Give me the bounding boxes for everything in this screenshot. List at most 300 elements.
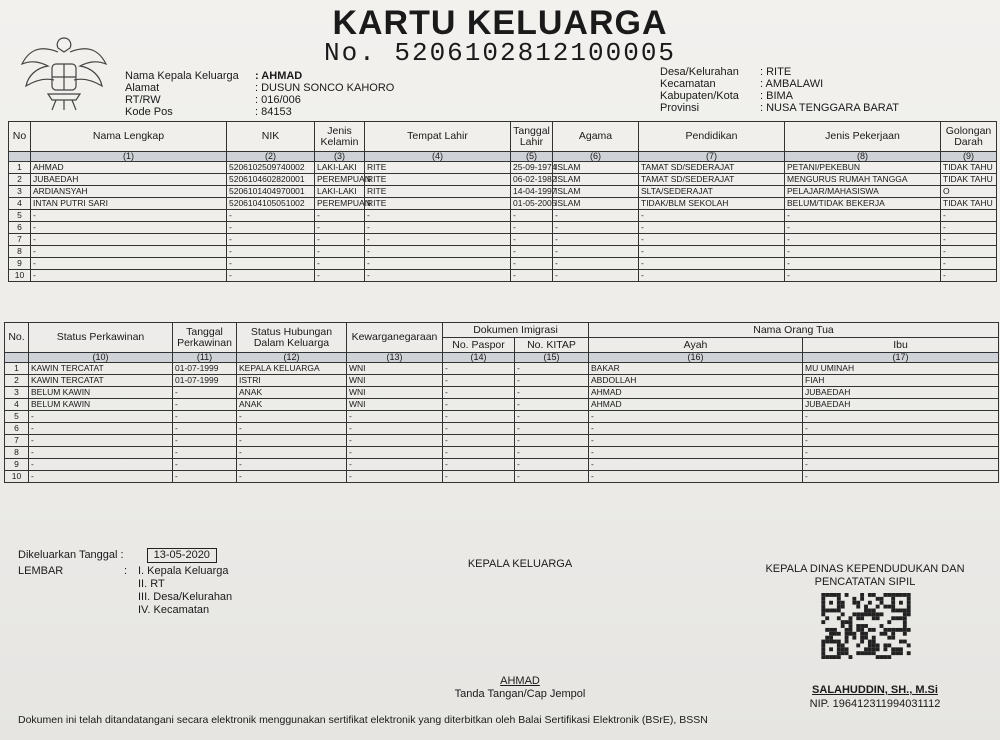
kepala-keluarga-title: KEPALA KELUARGA bbox=[467, 558, 573, 570]
header-value: : DUSUN SONCO KAHORO bbox=[255, 82, 395, 94]
table-cell: - bbox=[785, 222, 941, 234]
table-cell: RITE bbox=[365, 162, 511, 174]
table-cell: - bbox=[941, 210, 997, 222]
table-row bbox=[5, 399, 999, 411]
kepala-keluarga-name: AHMAD bbox=[500, 675, 540, 687]
table-cell: - bbox=[589, 411, 803, 423]
table-row bbox=[5, 411, 999, 423]
table-cell: - bbox=[639, 246, 785, 258]
table-cell: JUBAEDAH bbox=[31, 174, 227, 186]
table-header-row bbox=[5, 323, 999, 338]
column-header: No bbox=[9, 122, 31, 152]
table-row bbox=[9, 186, 997, 198]
lembar-line bbox=[18, 565, 232, 617]
table-cell: - bbox=[227, 270, 315, 282]
table-cell: TAMAT SD/SEDERAJAT bbox=[639, 162, 785, 174]
column-header: Tempat Lahir bbox=[365, 122, 511, 152]
table-cell: ABDOLLAH bbox=[589, 375, 803, 387]
column-header: No. bbox=[5, 323, 29, 353]
table-cell: - bbox=[639, 234, 785, 246]
table-row bbox=[5, 459, 999, 471]
table-row bbox=[5, 447, 999, 459]
header-value: : BIMA bbox=[760, 90, 794, 102]
table-cell: SLTA/SEDERAJAT bbox=[639, 186, 785, 198]
table-cell: PEREMPUAN bbox=[315, 174, 365, 186]
table-cell: PETANI/PEKEBUN bbox=[785, 162, 941, 174]
table-cell: 06-02-1982 bbox=[511, 174, 553, 186]
table-cell: - bbox=[365, 246, 511, 258]
lembar-colon: : bbox=[124, 565, 128, 577]
row-number: 10 bbox=[5, 471, 29, 483]
table-cell: BELUM KAWIN bbox=[29, 399, 173, 411]
table-row bbox=[9, 270, 997, 282]
table-cell: ISLAM bbox=[553, 174, 639, 186]
row-number: 3 bbox=[9, 186, 31, 198]
table-cell: - bbox=[173, 459, 237, 471]
table-cell: - bbox=[511, 210, 553, 222]
column-index: (6) bbox=[553, 152, 639, 162]
column-header: Dokumen Imigrasi bbox=[443, 323, 589, 338]
header-left-row bbox=[125, 94, 394, 106]
table-cell: - bbox=[29, 411, 173, 423]
column-header: Nama Lengkap bbox=[31, 122, 227, 152]
table-cell: - bbox=[237, 411, 347, 423]
table-cell: INTAN PUTRI SARI bbox=[31, 198, 227, 210]
table-cell: - bbox=[31, 234, 227, 246]
table-cell: - bbox=[365, 234, 511, 246]
document-title: KARTU KELUARGA bbox=[332, 4, 668, 42]
table-cell: ANAK bbox=[237, 399, 347, 411]
table-row bbox=[5, 435, 999, 447]
table-cell: - bbox=[785, 234, 941, 246]
header-label: Desa/Kelurahan bbox=[660, 66, 739, 78]
table-cell: - bbox=[941, 246, 997, 258]
table-cell: - bbox=[515, 375, 589, 387]
table-cell: - bbox=[443, 435, 515, 447]
header-value: : AMBALAWI bbox=[760, 78, 824, 90]
table-cell: - bbox=[29, 447, 173, 459]
table-cell: - bbox=[553, 246, 639, 258]
column-header: Kewarganegaraan bbox=[347, 323, 443, 353]
header-label: Kecamatan bbox=[660, 78, 716, 90]
table-cell: - bbox=[515, 387, 589, 399]
table-cell: - bbox=[31, 246, 227, 258]
table-cell: - bbox=[515, 447, 589, 459]
table-cell: WNI bbox=[347, 375, 443, 387]
table-cell: - bbox=[173, 447, 237, 459]
table-cell: WNI bbox=[347, 399, 443, 411]
table-cell: - bbox=[227, 222, 315, 234]
table-cell: - bbox=[31, 210, 227, 222]
header-left-row bbox=[125, 106, 394, 118]
column-header: Jenis Pekerjaan bbox=[785, 122, 941, 152]
table-cell: - bbox=[941, 270, 997, 282]
header-label: Alamat bbox=[125, 82, 160, 94]
table-cell: MENGURUS RUMAH TANGGA bbox=[785, 174, 941, 186]
row-number: 9 bbox=[9, 258, 31, 270]
column-index: (3) bbox=[315, 152, 365, 162]
table-cell: - bbox=[347, 423, 443, 435]
column-index: (9) bbox=[941, 152, 997, 162]
table-cell: - bbox=[515, 363, 589, 375]
issued-label: Dikeluarkan Tanggal : bbox=[18, 549, 124, 561]
table-cell: - bbox=[515, 399, 589, 411]
header-right-row bbox=[660, 102, 899, 114]
column-header: Status Hubungan Dalam Keluarga bbox=[237, 323, 347, 353]
table-cell: AHMAD bbox=[31, 162, 227, 174]
table-cell: - bbox=[315, 210, 365, 222]
table-cell: - bbox=[639, 270, 785, 282]
table-cell: - bbox=[803, 411, 999, 423]
row-number: 1 bbox=[9, 162, 31, 174]
table-cell: LAKI-LAKI bbox=[315, 186, 365, 198]
row-number: 8 bbox=[9, 246, 31, 258]
table-cell: - bbox=[589, 435, 803, 447]
column-index: (13) bbox=[347, 353, 443, 363]
table-cell: - bbox=[365, 270, 511, 282]
table-cell: - bbox=[173, 411, 237, 423]
row-number: 2 bbox=[9, 174, 31, 186]
table-cell: - bbox=[515, 471, 589, 483]
issued-line bbox=[18, 548, 232, 563]
header-label: RT/RW bbox=[125, 94, 161, 106]
table-cell: - bbox=[29, 435, 173, 447]
row-number: 3 bbox=[5, 387, 29, 399]
table-cell: TIDAK TAHU bbox=[941, 162, 997, 174]
table-cell: ISLAM bbox=[553, 162, 639, 174]
table-cell: - bbox=[443, 387, 515, 399]
table-cell: - bbox=[227, 258, 315, 270]
table-cell: ISTRI bbox=[237, 375, 347, 387]
table-cell: 5206101404970001 bbox=[227, 186, 315, 198]
table-cell: - bbox=[315, 234, 365, 246]
column-header: Ayah bbox=[589, 338, 803, 353]
table-cell: - bbox=[553, 222, 639, 234]
row-number: 7 bbox=[5, 435, 29, 447]
table-cell: - bbox=[31, 270, 227, 282]
table-cell: - bbox=[515, 459, 589, 471]
column-index: (4) bbox=[365, 152, 511, 162]
column-header: Nama Orang Tua bbox=[589, 323, 999, 338]
table-cell: RITE bbox=[365, 198, 511, 210]
dinas-title-line: PENCATATAN SIPIL bbox=[814, 576, 916, 588]
table-cell: KEPALA KELUARGA bbox=[237, 363, 347, 375]
table-cell: - bbox=[443, 423, 515, 435]
column-header: No. Paspor bbox=[443, 338, 515, 353]
row-number: 6 bbox=[5, 423, 29, 435]
column-index: (12) bbox=[237, 353, 347, 363]
row-number: 1 bbox=[5, 363, 29, 375]
table-cell: - bbox=[237, 471, 347, 483]
column-header: Pendidikan bbox=[639, 122, 785, 152]
table-cell: - bbox=[443, 375, 515, 387]
column-header: Golongan Darah bbox=[941, 122, 997, 152]
header-right-row bbox=[660, 90, 899, 102]
table-cell: 25-09-1974 bbox=[511, 162, 553, 174]
table-cell: - bbox=[443, 447, 515, 459]
table-cell: - bbox=[511, 246, 553, 258]
table-cell: - bbox=[553, 270, 639, 282]
row-number: 8 bbox=[5, 447, 29, 459]
header-left-row bbox=[125, 82, 394, 94]
table-cell: 5206102509740002 bbox=[227, 162, 315, 174]
table-cell: - bbox=[639, 222, 785, 234]
column-index-row bbox=[5, 353, 999, 363]
header-left-row bbox=[125, 70, 394, 82]
table-cell: KAWIN TERCATAT bbox=[29, 375, 173, 387]
table-row bbox=[9, 246, 997, 258]
row-number: 5 bbox=[5, 411, 29, 423]
table-row bbox=[9, 222, 997, 234]
table-cell: - bbox=[347, 411, 443, 423]
table-cell: ANAK bbox=[237, 387, 347, 399]
table-cell: - bbox=[515, 435, 589, 447]
table-row bbox=[5, 387, 999, 399]
lembar-item: II. RT bbox=[138, 578, 165, 590]
header-label: Kabupaten/Kota bbox=[660, 90, 739, 102]
column-index: (1) bbox=[31, 152, 227, 162]
table-cell: - bbox=[785, 270, 941, 282]
table-cell: JUBAEDAH bbox=[803, 399, 999, 411]
table-cell: - bbox=[29, 423, 173, 435]
row-number: 4 bbox=[9, 198, 31, 210]
table-cell: - bbox=[511, 258, 553, 270]
table-cell: - bbox=[173, 399, 237, 411]
table-cell: - bbox=[227, 210, 315, 222]
table-cell: - bbox=[639, 210, 785, 222]
column-header: Tanggal Lahir bbox=[511, 122, 553, 152]
family-members-table bbox=[8, 121, 997, 282]
table-cell: - bbox=[29, 471, 173, 483]
table-cell: - bbox=[315, 222, 365, 234]
table-row bbox=[9, 258, 997, 270]
table-cell: - bbox=[785, 246, 941, 258]
column-index: (14) bbox=[443, 353, 515, 363]
table-cell: - bbox=[803, 471, 999, 483]
table-cell: - bbox=[785, 210, 941, 222]
table-cell: - bbox=[511, 222, 553, 234]
table-cell: - bbox=[803, 423, 999, 435]
table-cell: - bbox=[639, 258, 785, 270]
table-cell: FIAH bbox=[803, 375, 999, 387]
column-index: (2) bbox=[227, 152, 315, 162]
table-cell: - bbox=[803, 447, 999, 459]
table-cell: MU UMINAH bbox=[803, 363, 999, 375]
table-cell: LAKI-LAKI bbox=[315, 162, 365, 174]
table-cell: - bbox=[553, 258, 639, 270]
lembar-label: LEMBAR bbox=[18, 565, 64, 577]
lembar-item: IV. Kecamatan bbox=[138, 604, 210, 616]
table-cell: - bbox=[589, 471, 803, 483]
table-cell: RITE bbox=[365, 174, 511, 186]
table-cell: 01-05-2005 bbox=[511, 198, 553, 210]
table-cell: - bbox=[227, 234, 315, 246]
table-cell: 01-07-1999 bbox=[173, 375, 237, 387]
table-row bbox=[5, 375, 999, 387]
row-number: 6 bbox=[9, 222, 31, 234]
electronic-signature-note: Dokumen ini telah ditandatangani secara elektronik menggunakan sertifikat elektronik yang diterbitkan oleh Balai Sertifikasi Elektronik (BSrE), BSSN bbox=[18, 714, 708, 726]
table-cell: BAKAR bbox=[589, 363, 803, 375]
table-cell: - bbox=[347, 471, 443, 483]
dinas-title-line: KEPALA DINAS KEPENDUDUKAN DAN bbox=[765, 563, 965, 575]
header-label: Nama Kepala Keluarga bbox=[125, 70, 239, 82]
row-number: 5 bbox=[9, 210, 31, 222]
table-cell: BELUM/TIDAK BEKERJA bbox=[785, 198, 941, 210]
table-row bbox=[5, 363, 999, 375]
table-cell: 5206104105051002 bbox=[227, 198, 315, 210]
table-cell: - bbox=[315, 270, 365, 282]
header-value: : NUSA TENGGARA BARAT bbox=[760, 102, 899, 114]
table-cell: TAMAT SD/SEDERAJAT bbox=[639, 174, 785, 186]
table-cell: - bbox=[941, 258, 997, 270]
qr-code-icon bbox=[820, 593, 912, 659]
table-cell: - bbox=[365, 210, 511, 222]
table-cell: - bbox=[365, 222, 511, 234]
document-number: No. 5206102812100005 bbox=[323, 38, 677, 68]
table-cell: - bbox=[315, 246, 365, 258]
table-cell: - bbox=[347, 459, 443, 471]
table-cell: WNI bbox=[347, 387, 443, 399]
table-cell: AHMAD bbox=[589, 387, 803, 399]
table-cell: - bbox=[237, 447, 347, 459]
issued-date: 13-05-2020 bbox=[147, 548, 217, 563]
row-number: 7 bbox=[9, 234, 31, 246]
header-value: : 016/006 bbox=[255, 94, 301, 106]
header-right-row bbox=[660, 66, 899, 78]
column-header: Jenis Kelamin bbox=[315, 122, 365, 152]
table-cell: ARDIANSYAH bbox=[31, 186, 227, 198]
row-number: 10 bbox=[9, 270, 31, 282]
table-cell: - bbox=[443, 399, 515, 411]
table-row bbox=[5, 423, 999, 435]
lembar-item: III. Desa/Kelurahan bbox=[138, 591, 233, 603]
table-cell: WNI bbox=[347, 363, 443, 375]
table-cell: - bbox=[589, 459, 803, 471]
issue-block bbox=[18, 548, 232, 617]
table-cell: - bbox=[589, 447, 803, 459]
table-cell: - bbox=[443, 411, 515, 423]
table-cell: - bbox=[785, 258, 941, 270]
table-cell: - bbox=[941, 222, 997, 234]
table-cell: - bbox=[173, 387, 237, 399]
table-row bbox=[9, 174, 997, 186]
table-cell: - bbox=[173, 471, 237, 483]
official-name: SALAHUDDIN, SH., M.Si bbox=[812, 684, 938, 696]
table-cell: 5206104602820001 bbox=[227, 174, 315, 186]
table-cell: - bbox=[347, 447, 443, 459]
column-index: (10) bbox=[29, 353, 173, 363]
table-row bbox=[9, 210, 997, 222]
header-right-block bbox=[660, 66, 899, 114]
table-row bbox=[5, 471, 999, 483]
table-cell: - bbox=[941, 234, 997, 246]
column-index: (7) bbox=[639, 152, 785, 162]
header-label: Kode Pos bbox=[125, 106, 173, 118]
table-row bbox=[9, 162, 997, 174]
lembar-list bbox=[138, 565, 232, 617]
table-row bbox=[9, 198, 997, 210]
table-cell: - bbox=[511, 234, 553, 246]
table-cell: BELUM KAWIN bbox=[29, 387, 173, 399]
table-cell: JUBAEDAH bbox=[803, 387, 999, 399]
table-cell: - bbox=[237, 459, 347, 471]
table-cell: - bbox=[31, 258, 227, 270]
column-header: Agama bbox=[553, 122, 639, 152]
table-cell: - bbox=[173, 423, 237, 435]
column-header: NIK bbox=[227, 122, 315, 152]
column-index bbox=[9, 152, 31, 162]
column-header: Ibu bbox=[803, 338, 999, 353]
column-header: Status Perkawinan bbox=[29, 323, 173, 353]
column-index: (15) bbox=[515, 353, 589, 363]
column-header: No. KITAP bbox=[515, 338, 589, 353]
column-index bbox=[5, 353, 29, 363]
column-index: (8) bbox=[785, 152, 941, 162]
table-cell: ISLAM bbox=[553, 198, 639, 210]
table-cell: - bbox=[443, 363, 515, 375]
header-label: Provinsi bbox=[660, 102, 700, 114]
header-value: : AHMAD bbox=[255, 70, 303, 82]
lembar-item: I. Kepala Keluarga bbox=[138, 565, 229, 577]
table-cell: AHMAD bbox=[589, 399, 803, 411]
table-cell: 01-07-1999 bbox=[173, 363, 237, 375]
official-nip: NIP. 196412311994031112 bbox=[809, 698, 941, 710]
table-cell: PELAJAR/MAHASISWA bbox=[785, 186, 941, 198]
table-cell: - bbox=[347, 435, 443, 447]
table-row bbox=[9, 234, 997, 246]
header-left-block bbox=[125, 70, 394, 118]
table-cell: - bbox=[237, 423, 347, 435]
table-cell: - bbox=[589, 423, 803, 435]
header-value: : RITE bbox=[760, 66, 792, 78]
column-index: (11) bbox=[173, 353, 237, 363]
column-index-row bbox=[9, 152, 997, 162]
table-cell: TIDAK TAHU bbox=[941, 198, 997, 210]
table-cell: TIDAK TAHU bbox=[941, 174, 997, 186]
table-cell: ISLAM bbox=[553, 186, 639, 198]
table-cell: - bbox=[553, 210, 639, 222]
column-index: (5) bbox=[511, 152, 553, 162]
table-cell: O bbox=[941, 186, 997, 198]
row-number: 9 bbox=[5, 459, 29, 471]
signature-caption: Tanda Tangan/Cap Jempol bbox=[454, 688, 586, 700]
table-cell: - bbox=[803, 459, 999, 471]
column-index: (17) bbox=[803, 353, 999, 363]
table-cell: PEREMPUAN bbox=[315, 198, 365, 210]
column-header: Tanggal Perkawinan bbox=[173, 323, 237, 353]
table-cell: - bbox=[511, 270, 553, 282]
column-index: (16) bbox=[589, 353, 803, 363]
table-cell: - bbox=[365, 258, 511, 270]
table-header-row bbox=[9, 122, 997, 152]
table-cell: RITE bbox=[365, 186, 511, 198]
table-cell: - bbox=[173, 435, 237, 447]
header-right-row bbox=[660, 78, 899, 90]
table-cell: TIDAK/BLM SEKOLAH bbox=[639, 198, 785, 210]
table-cell: - bbox=[29, 459, 173, 471]
row-number: 2 bbox=[5, 375, 29, 387]
table-cell: - bbox=[31, 222, 227, 234]
family-status-table bbox=[4, 322, 999, 483]
dinas-title bbox=[740, 563, 990, 589]
table-cell: - bbox=[443, 471, 515, 483]
table-cell: - bbox=[553, 234, 639, 246]
table-cell: - bbox=[315, 258, 365, 270]
table-cell: - bbox=[443, 459, 515, 471]
table-cell: - bbox=[227, 246, 315, 258]
table-cell: - bbox=[515, 411, 589, 423]
table-cell: 14-04-1997 bbox=[511, 186, 553, 198]
